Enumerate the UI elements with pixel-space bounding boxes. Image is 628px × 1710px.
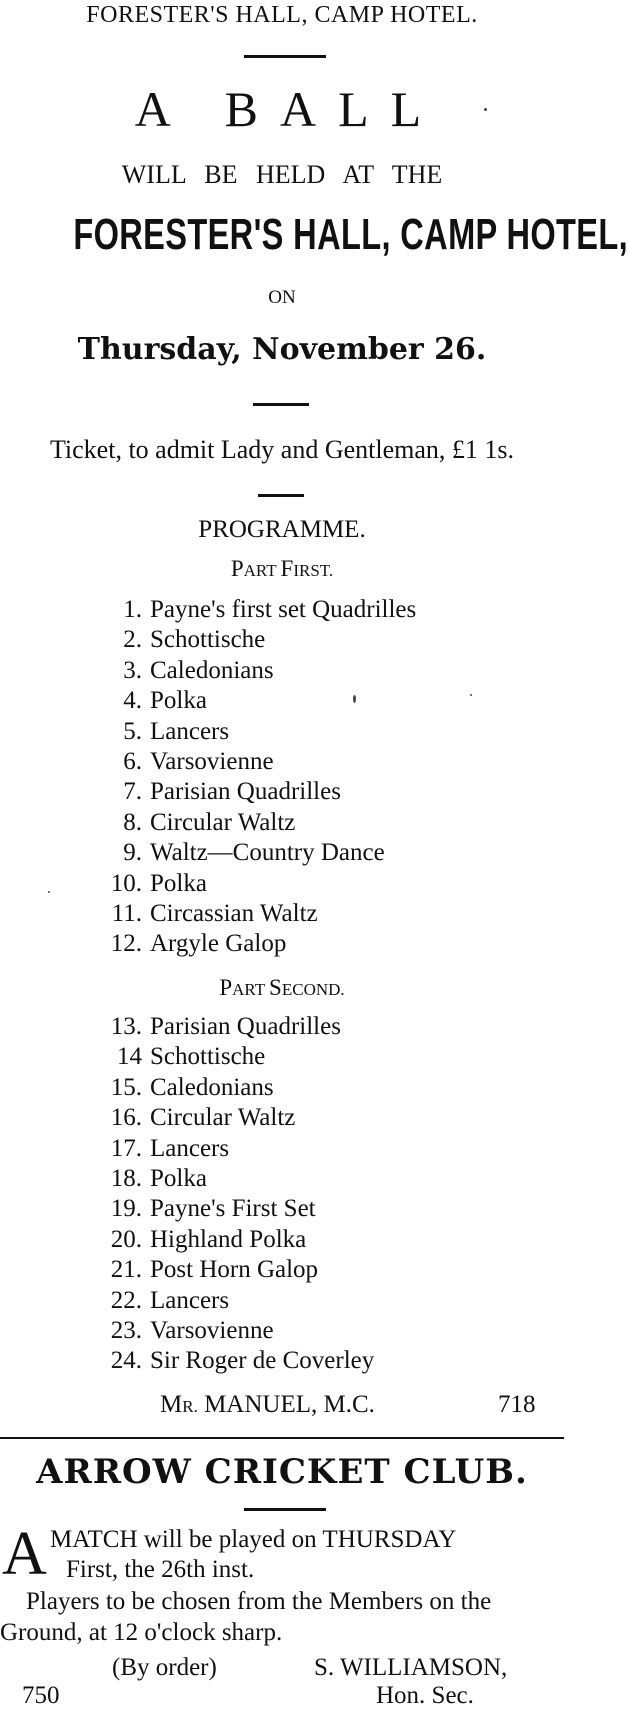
programme-item-number: 16. — [110, 1104, 142, 1131]
programme-item-number: 13. — [110, 1013, 142, 1040]
programme-item-number: 20. — [110, 1226, 142, 1253]
programme-item — [98, 778, 341, 806]
venue-name: FORESTER'S HALL, CAMP HOTEL, — [73, 210, 628, 259]
programme-item-title: Schottische — [150, 1043, 266, 1070]
part-first-heading: PART FIRST. — [230, 556, 334, 581]
drop-cap: A — [2, 1520, 47, 1588]
programme-item-title: Highland Polka — [150, 1226, 307, 1253]
print-speck — [48, 891, 50, 893]
programme-item-number: 17. — [110, 1135, 142, 1162]
print-speck — [470, 694, 472, 696]
programme-item — [98, 870, 207, 898]
section-divider — [0, 1437, 564, 1439]
programme-item — [98, 657, 274, 685]
cricket-title: ARROW CRICKET CLUB. — [36, 1452, 528, 1492]
programme-item — [98, 687, 207, 715]
event-date: Thursday, November 26. — [77, 332, 487, 367]
programme-item — [98, 748, 274, 776]
programme-item-title: Circular Waltz — [150, 1104, 296, 1131]
divider — [258, 494, 304, 497]
programme-item — [98, 1043, 265, 1071]
programme-item-title: Caledonians — [150, 657, 274, 684]
programme-item — [98, 1165, 207, 1193]
programme-item — [98, 1287, 229, 1315]
programme-item — [98, 900, 318, 928]
programme-item — [98, 1256, 318, 1284]
programme-item — [98, 839, 385, 867]
programme-item-title: Polka — [150, 1165, 207, 1192]
programme-item — [98, 1013, 341, 1041]
signatory-name: S. WILLIAMSON, — [314, 1654, 508, 1681]
programme-item-number: 14 — [117, 1043, 142, 1070]
programme-item-number: 18. — [110, 1165, 142, 1192]
programme-title: PROGRAMME. — [198, 516, 366, 543]
programme-item-title: Payne's First Set — [150, 1195, 316, 1222]
programme-item-title: Sir Roger de Coverley — [150, 1347, 375, 1374]
ad-number: 718 — [498, 1391, 536, 1418]
programme-item — [98, 1226, 306, 1254]
programme-item-number: 24. — [110, 1347, 142, 1374]
programme-item — [98, 930, 286, 958]
programme-item — [98, 626, 265, 654]
divider — [253, 403, 309, 406]
programme-item-number: 10. — [110, 870, 142, 897]
programme-item-number: 21. — [110, 1256, 142, 1283]
programme-item-number: 4. — [123, 687, 142, 714]
divider — [244, 1508, 326, 1511]
programme-item-title: Caledonians — [150, 1074, 274, 1101]
cricket-line-4: Ground, at 12 o'clock sharp. — [0, 1619, 283, 1646]
programme-item — [98, 1104, 295, 1132]
mc-credit: MR. MANUEL, M.C. — [160, 1391, 375, 1418]
by-order-text: (By order) — [112, 1654, 217, 1681]
programme-item-number: 2. — [123, 626, 142, 653]
programme-item — [98, 1347, 374, 1375]
programme-item-number: 19. — [110, 1195, 142, 1222]
programme-item-number: 8. — [123, 809, 142, 836]
cricket-line-1: MATCH will be played on THURSDAY — [50, 1526, 457, 1553]
ball-headline: A BALL — [134, 81, 444, 137]
programme-item — [98, 1074, 274, 1102]
programme-item-title: Varsovienne — [150, 1317, 274, 1344]
programme-item-number: 5. — [123, 718, 142, 745]
programme-item — [98, 1135, 229, 1163]
programme-item-title: Waltz—Country Dance — [150, 839, 385, 866]
programme-item-title: Parisian Quadrilles — [150, 778, 341, 805]
programme-item-number: 7. — [123, 778, 142, 805]
programme-item-title: Circular Waltz — [150, 809, 296, 836]
page-title: FORESTER'S HALL, CAMP HOTEL. — [86, 2, 478, 28]
programme-item-title: Lancers — [150, 1287, 230, 1314]
programme-item-number: 3. — [123, 657, 142, 684]
programme-item-title: Schottische — [150, 626, 266, 653]
programme-item — [98, 1195, 316, 1223]
programme-item-number: 9. — [123, 839, 142, 866]
programme-item-title: Lancers — [150, 1135, 230, 1162]
programme-item-title: Circassian Waltz — [150, 900, 318, 927]
cricket-line-3: Players to be chosen from the Members on the — [26, 1588, 492, 1615]
programme-item-number: 23. — [110, 1317, 142, 1344]
programme-item-number: 15. — [110, 1074, 142, 1101]
divider — [244, 55, 326, 58]
programme-item-title: Lancers — [150, 718, 230, 745]
programme-item — [98, 596, 416, 624]
ad-number: 750 — [22, 1682, 60, 1709]
programme-item-title: Parisian Quadrilles — [150, 1013, 341, 1040]
print-speck — [484, 108, 487, 111]
programme-item — [98, 1317, 274, 1345]
programme-item-number: 22. — [110, 1287, 142, 1314]
programme-item-title: Varsovienne — [150, 748, 274, 775]
programme-item-title: Argyle Galop — [150, 930, 287, 957]
programme-item-title: Polka — [150, 870, 207, 897]
cricket-line-2: First, the 26th inst. — [66, 1556, 255, 1583]
programme-item-title: Polka — [150, 687, 207, 714]
ticket-price: Ticket, to admit Lady and Gentleman, £1 1s. — [49, 435, 515, 464]
signatory-role: Hon. Sec. — [376, 1682, 474, 1709]
programme-item-number: 11. — [111, 900, 142, 927]
on-text: ON — [268, 287, 296, 308]
will-be-held-text: WILL BE HELD AT THE — [121, 160, 443, 189]
programme-item-title: Payne's first set Quadrilles — [150, 596, 417, 623]
programme-item — [98, 718, 229, 746]
programme-item-number: 12. — [110, 930, 142, 957]
part-second-heading: PART SECOND. — [219, 975, 345, 1000]
programme-item — [98, 809, 295, 837]
programme-item-title: Post Horn Galop — [150, 1256, 319, 1283]
print-speck — [353, 695, 356, 703]
programme-item-number: 1. — [123, 596, 142, 623]
programme-item-number: 6. — [123, 748, 142, 775]
